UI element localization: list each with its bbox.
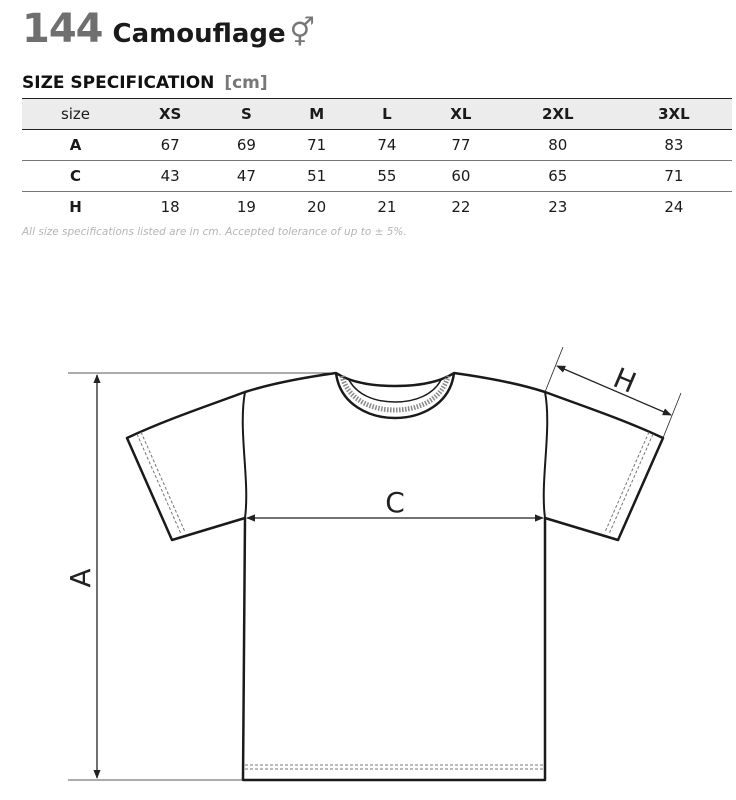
product-header xyxy=(22,6,315,50)
table-cell: 20 xyxy=(307,198,327,216)
table-cell: 24 xyxy=(664,198,684,216)
row-label-h: H xyxy=(69,198,82,216)
table-cell: 60 xyxy=(422,161,500,192)
table-cell: 71 xyxy=(616,161,732,192)
table-cell: 47 xyxy=(211,161,281,192)
tolerance-note: All size specifications listed are in cm. Accepted tolerance of up to ± 5%. xyxy=(22,226,407,238)
tshirt-outline xyxy=(127,373,663,780)
size-corner-label: size xyxy=(22,99,129,130)
table-cell: 69 xyxy=(211,130,281,161)
row-label-a: A xyxy=(22,130,129,161)
table-cell: 77 xyxy=(422,130,500,161)
table-cell: 19 xyxy=(236,198,256,216)
size-header-xl: XL xyxy=(422,99,500,130)
size-header-xs: XS xyxy=(129,99,211,130)
dimension-c-label: C xyxy=(385,486,405,519)
table-cell: 71 xyxy=(282,130,352,161)
table-cell: 80 xyxy=(500,130,616,161)
table-cell: 43 xyxy=(129,161,211,192)
dimension-a-label: A xyxy=(64,568,97,588)
table-cell: 21 xyxy=(377,198,397,216)
table-row xyxy=(22,192,732,223)
product-name: Camouflage xyxy=(112,19,286,49)
table-cell: 74 xyxy=(352,130,422,161)
spec-title xyxy=(22,73,268,93)
size-table xyxy=(22,98,732,222)
table-cell: 22 xyxy=(451,198,471,216)
size-header-3xl: 3XL xyxy=(616,99,732,130)
table-cell: 51 xyxy=(282,161,352,192)
table-row xyxy=(22,130,732,161)
size-header-s: S xyxy=(211,99,281,130)
size-header-l: L xyxy=(352,99,422,130)
table-row xyxy=(22,161,732,192)
size-header-2xl: 2XL xyxy=(500,99,616,130)
product-code: 144 xyxy=(22,6,103,52)
row-label-c: C xyxy=(22,161,129,192)
size-header-row xyxy=(22,99,732,130)
table-cell: 23 xyxy=(548,198,568,216)
spec-title-text: SIZE SPECIFICATION xyxy=(22,73,215,93)
table-cell: 18 xyxy=(160,198,180,216)
dimension-h-label: H xyxy=(608,361,641,400)
table-cell: 67 xyxy=(129,130,211,161)
tshirt-diagram xyxy=(0,300,736,790)
size-header-m: M xyxy=(282,99,352,130)
table-cell: 55 xyxy=(352,161,422,192)
table-cell: 65 xyxy=(500,161,616,192)
spec-unit: [cm] xyxy=(224,73,268,93)
unisex-icon: ⚥ xyxy=(289,16,315,49)
table-cell: 83 xyxy=(616,130,732,161)
